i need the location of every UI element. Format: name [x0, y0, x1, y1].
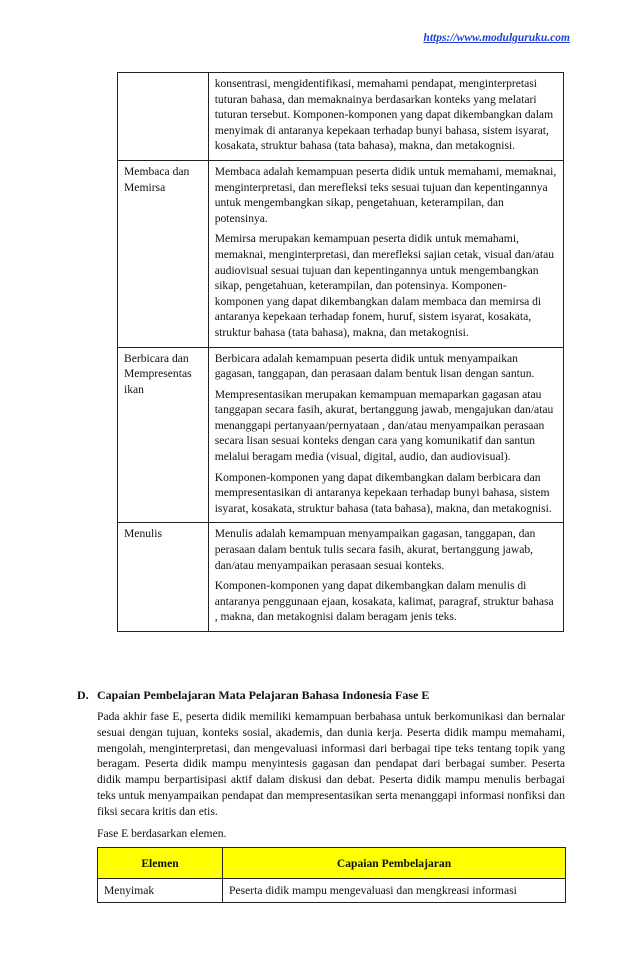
section-body [97, 709, 565, 841]
table-row [118, 347, 564, 523]
element-cell [118, 73, 209, 161]
source-url[interactable]: https://www.modulguruku.com [423, 32, 570, 44]
element-cell: Menyimak [98, 879, 223, 903]
section-intro: Fase E berdasarkan elemen. [97, 826, 227, 840]
element-cell: Berbicara dan Mempresentas ikan [118, 347, 209, 523]
section-paragraph: Pada akhir fase E, peserta didik memiliki kemampuan berbahasa untuk berkomunikasi dan bernalar sesuai dengan tujuan, konteks sosial, akademis, dan dunia kerja. Peserta didik mampu memahami, mengolah, menginterpretasi, dan mengevaluasi informasi dari berbagai tipe teks tentang topik yang beragam. Peserta didik mampu menyintesis gagasan dan pendapat dari berbagai sumber. Peserta didik mampu berpartisipasi aktif dalam diskusi dan debat. Peserta didik mampu menulis berbagai teks untuk menyampaikan pendapat dan mempresentasikan serta menanggapi informasi nonfiksi dan fiksi secara kritis dan etis. [97, 710, 565, 818]
table-row [118, 73, 564, 161]
description-paragraph: Mempresentasikan merupakan kemampuan memaparkan gagasan atau tanggapan secara fasih, akurat, bertanggung jawab, mengajukan dan/atau menanggapi pertanyaan/pernyataan , dan/atau menyampaikan perasaan secara lisan sesuai konteks dengan cara yang komunikatif dan santun melalui beragam media (visual, digital, audio, dan audiovisual). [214, 387, 554, 464]
description-paragraph: Membaca adalah kemampuan peserta didik untuk memahami, memaknai, menginterpretasi, dan merefleksi teks sesuai tujuan dan kepentingannya untuk mengembangkan sikap, pengetahuan, keterampilan, dan potensinya. [214, 164, 557, 225]
description-cell [208, 523, 563, 632]
section-title: Capaian Pembelajaran Mata Pelajaran Bahasa Indonesia Fase E [97, 688, 430, 702]
description-paragraph: Memirsa merupakan kemampuan peserta didik untuk memahami, memaknai, menginterpretasi, dan merefleksi sajian cetak, visual dan/atau audiovisual sesuai tujuan dan kepentingannya untuk mengembangkan sikap, pengetahuan, keterampilan, dan potensinya. Komponen- komponen yang dapat dikembangkan dalam membaca dan memirsa di antaranya kepekaan terhadap fonem, huruf, sistem isyarat, kosakata, struktur bahasa (tata bahasa), makna, dan metakognisi. [214, 232, 555, 339]
column-header-achievement: Capaian Pembelajaran [223, 848, 566, 879]
description-cell [208, 347, 563, 523]
header-row [98, 848, 566, 879]
description-cell [208, 160, 563, 347]
description-paragraph: Berbicara adalah kemampuan peserta didik untuk menyampaikan gagasan, tanggapan, dan perasaan dalam bentuk lisan dengan santun. [214, 351, 535, 381]
column-header-element: Elemen [98, 848, 223, 879]
element-cell: Menulis [118, 523, 209, 632]
description-paragraph: Menulis adalah kemampuan menyampaikan gagasan, tanggapan, dan perasaan dalam bentuk tulis secara fasih, akurat, bertanggung jawab, dan/atau menyampaikan perasaan sesuai konteks. [214, 527, 536, 572]
section-heading [77, 688, 565, 703]
achievement-cell: Peserta didik mampu mengevaluasi dan mengkreasi informasi [223, 879, 566, 903]
achievement-table [97, 847, 566, 903]
elements-table [117, 72, 564, 632]
table-row [118, 160, 564, 347]
table-row [118, 523, 564, 632]
section-d [77, 688, 565, 903]
section-letter: D. [77, 688, 89, 702]
element-cell: Membaca dan Memirsa [118, 160, 209, 347]
description-paragraph: Komponen-komponen yang dapat dikembangkan dalam berbicara dan mempresentasikan di antaranya kepekaan terhadap bunyi bahasa, sistem isyarat, kosakata, struktur bahasa (tata bahasa), makna, dan metakognisi. [214, 470, 552, 515]
description-paragraph: Komponen-komponen yang dapat dikembangkan dalam menulis di antaranya penggunaan ejaan, kosakata, kalimat, paragraf, struktur bahasa , makna, dan metakognisi dalam beragam jenis teks. [214, 579, 554, 624]
description-paragraph: konsentrasi, mengidentifikasi, memahami pendapat, menginterpretasi tuturan bahasa, dan memaknainya berdasarkan konteks yang melatari tuturan tersebut. Komponen-komponen yang dapat dikembangkan dalam menyimak di antaranya kepekaan terhadap bunyi bahasa, sistem isyarat, kosakata, struktur bahasa (tata bahasa), makna, dan metakognisi. [214, 77, 554, 153]
description-cell [208, 73, 563, 161]
table-row [98, 879, 566, 903]
